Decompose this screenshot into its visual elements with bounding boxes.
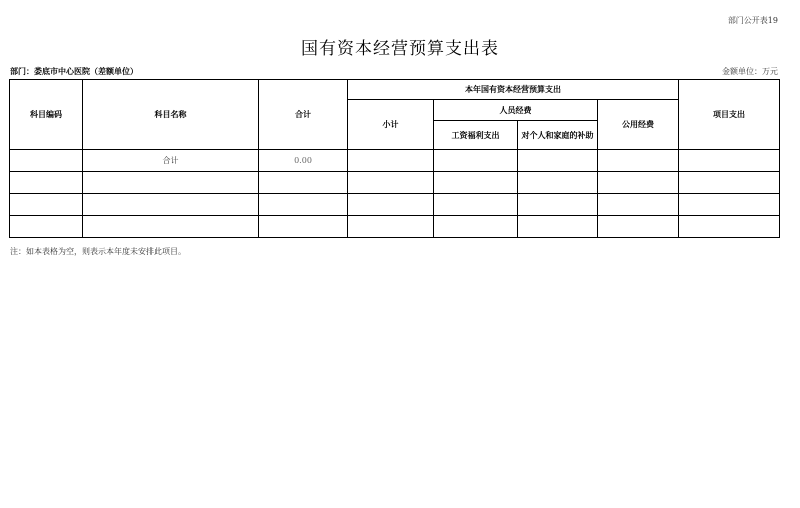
cell-subtotal [348,172,434,194]
cell-wages [434,216,518,238]
header-public: 公用经费 [598,100,679,150]
cell-total [259,216,348,238]
cell-subsidies [518,150,598,172]
header-subtotal: 小计 [348,100,434,150]
department-label: 部门：娄底市中心医院（差额单位） [10,66,138,76]
cell-name [83,216,259,238]
cell-public [598,216,679,238]
unit-label: 金额单位：万元 [722,67,778,76]
header-code: 科目编码 [10,80,83,150]
cell-name [83,194,259,216]
cell-code [10,150,83,172]
cell-total [259,194,348,216]
cell-public [598,150,679,172]
header-total: 合计 [259,80,348,150]
cell-subtotal [348,216,434,238]
cell-total: 0.00 [259,150,348,172]
budget-table [9,79,780,238]
cell-subsidies [518,172,598,194]
cell-name [83,172,259,194]
cell-subtotal [348,194,434,216]
cell-project [679,150,780,172]
table-row [10,194,780,216]
cell-code [10,172,83,194]
cell-wages [434,194,518,216]
page-title: 国有资本经营预算支出表 [301,39,499,59]
cell-code [10,216,83,238]
cell-subtotal [348,150,434,172]
cell-subsidies [518,216,598,238]
cell-project [679,216,780,238]
cell-project [679,172,780,194]
cell-subsidies [518,194,598,216]
header-wages: 工资福利支出 [434,121,518,150]
cell-name: 合计 [83,150,259,172]
footnote: 注：如本表格为空，则表示本年度未安排此项目。 [10,247,186,256]
cell-code [10,194,83,216]
table-row [10,216,780,238]
cell-public [598,194,679,216]
header-group: 本年国有资本经营预算支出 [348,80,679,100]
header-name: 科目名称 [83,80,259,150]
table-row [10,150,780,172]
cell-public [598,172,679,194]
header-personnel: 人员经费 [434,100,598,121]
cell-wages [434,172,518,194]
table-row [10,172,780,194]
cell-wages [434,150,518,172]
table-number-label: 部门公开表19 [727,16,778,25]
header-project: 项目支出 [679,80,780,150]
cell-project [679,194,780,216]
cell-total [259,172,348,194]
header-subsidies: 对个人和家庭的补助 [518,121,598,150]
